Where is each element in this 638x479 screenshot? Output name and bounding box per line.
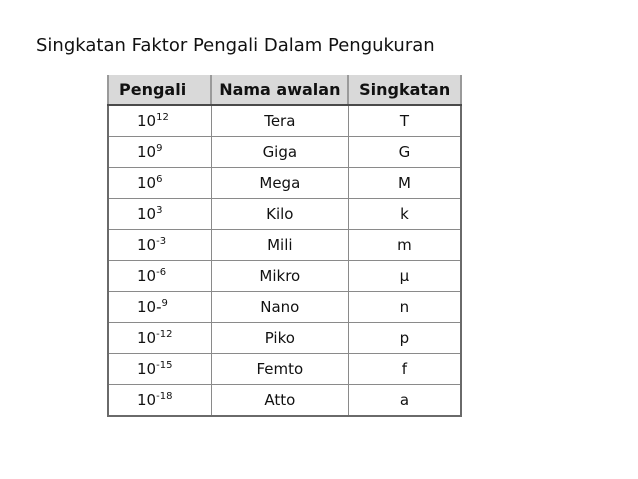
table-row (108, 137, 461, 168)
table-row (108, 354, 461, 385)
multiplier-exponent: -15 (156, 360, 173, 371)
table-row (108, 105, 461, 137)
multiplier-cell (108, 230, 211, 261)
prefix-table-container (107, 75, 462, 417)
abbreviation-cell: k (348, 199, 461, 230)
prefix-name-cell: Kilo (211, 199, 348, 230)
prefix-name-cell: Mili (211, 230, 348, 261)
multiplier-base: 10 (137, 174, 157, 192)
table-row (108, 261, 461, 292)
table-row (108, 385, 461, 417)
multiplier-exponent: 6 (156, 174, 163, 185)
prefix-name-cell: Mikro (211, 261, 348, 292)
table-row (108, 230, 461, 261)
multiplier-exponent: -12 (156, 329, 173, 340)
abbreviation-cell: G (348, 137, 461, 168)
prefix-name-cell: Femto (211, 354, 348, 385)
abbreviation-cell: f (348, 354, 461, 385)
abbreviation-cell: p (348, 323, 461, 354)
prefix-name-cell: Nano (211, 292, 348, 323)
table-row (108, 292, 461, 323)
multiplier-cell (108, 261, 211, 292)
multiplier-cell (108, 168, 211, 199)
multiplier-cell (108, 105, 211, 137)
abbreviation-cell: a (348, 385, 461, 417)
multiplier-base: 10 (137, 329, 157, 347)
multiplier-base: 10 (137, 112, 157, 130)
header-nama-awalan: Nama awalan (211, 75, 348, 105)
table-row (108, 168, 461, 199)
header-pengali: Pengali (108, 75, 211, 105)
multiplier-base: 10 (137, 236, 157, 254)
multiplier-cell (108, 323, 211, 354)
multiplier-exponent: -18 (156, 391, 173, 402)
multiplier-base: 10 (137, 267, 157, 285)
header-singkatan: Singkatan (348, 75, 461, 105)
multiplier-exponent: -3 (156, 236, 167, 247)
table-header-row (108, 75, 461, 105)
prefix-name-cell: Tera (211, 105, 348, 137)
table-row (108, 323, 461, 354)
abbreviation-cell: m (348, 230, 461, 261)
abbreviation-cell: T (348, 105, 461, 137)
multiplier-exponent: 12 (156, 112, 169, 123)
abbreviation-cell: µ (348, 261, 461, 292)
prefix-table (107, 75, 462, 417)
multiplier-exponent: 9 (161, 298, 168, 309)
abbreviation-cell: n (348, 292, 461, 323)
multiplier-base: 10 (137, 360, 157, 378)
multiplier-cell (108, 354, 211, 385)
prefix-name-cell: Giga (211, 137, 348, 168)
multiplier-cell (108, 292, 211, 323)
multiplier-cell (108, 137, 211, 168)
multiplier-base: 10 (137, 143, 157, 161)
multiplier-exponent: -6 (156, 267, 167, 278)
multiplier-cell (108, 199, 211, 230)
multiplier-exponent: 9 (156, 143, 163, 154)
slide-title: Singkatan Faktor Pengali Dalam Pengukuran (36, 35, 435, 56)
multiplier-base: 10- (137, 298, 162, 316)
prefix-name-cell: Atto (211, 385, 348, 417)
multiplier-base: 10 (137, 391, 157, 409)
multiplier-base: 10 (137, 205, 157, 223)
multiplier-cell (108, 385, 211, 417)
prefix-name-cell: Piko (211, 323, 348, 354)
abbreviation-cell: M (348, 168, 461, 199)
table-row (108, 199, 461, 230)
multiplier-exponent: 3 (156, 205, 163, 216)
prefix-name-cell: Mega (211, 168, 348, 199)
table-body (108, 105, 461, 416)
